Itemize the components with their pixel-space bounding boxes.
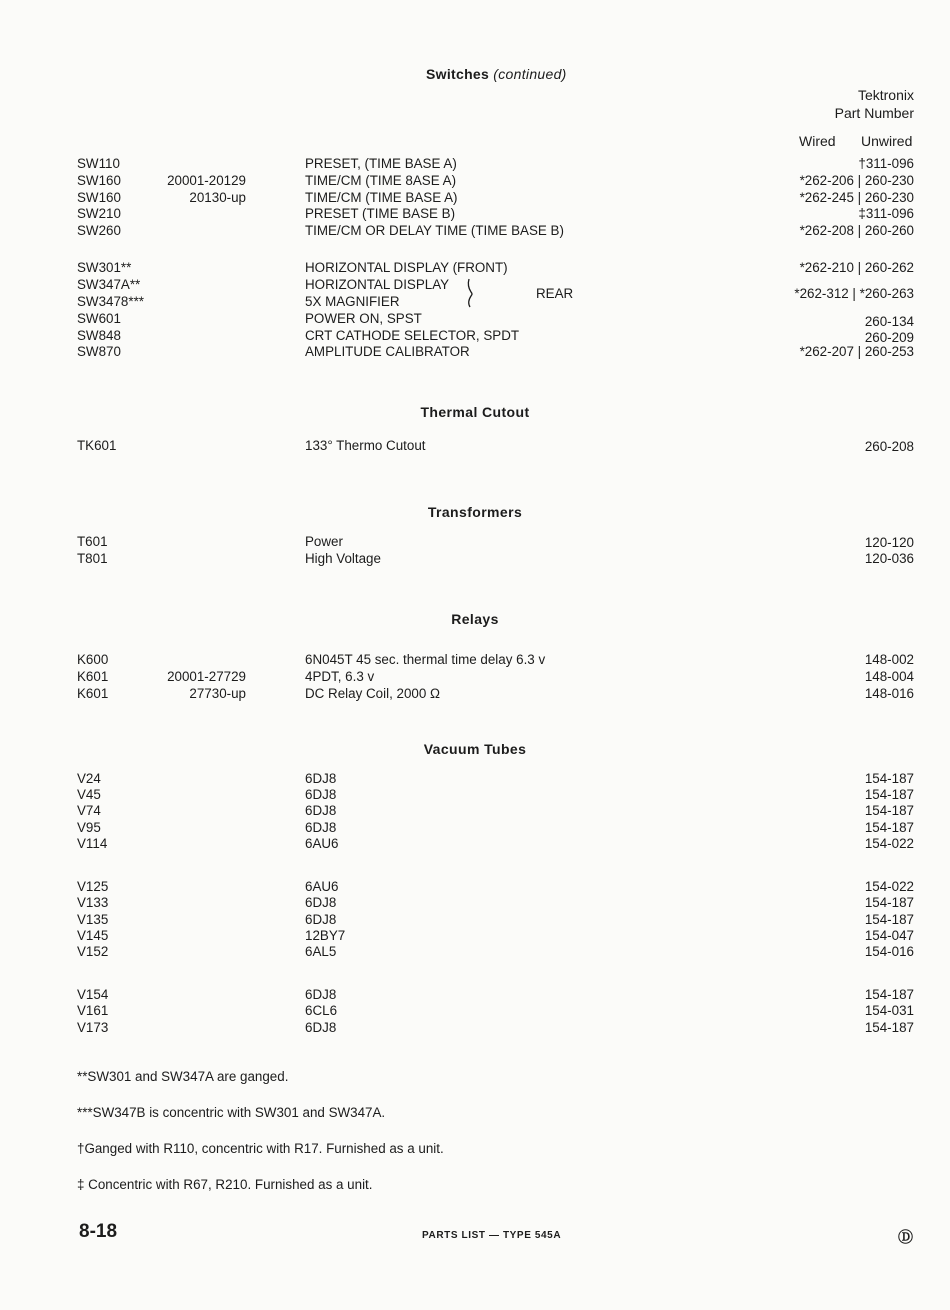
row-part-number: 154-187 xyxy=(864,771,914,786)
header-wired: Wired xyxy=(799,133,836,149)
row-ref: V125 xyxy=(77,879,109,894)
row-ref: V154 xyxy=(77,987,109,1002)
part-number-header xyxy=(835,86,914,122)
title-main: Switches xyxy=(426,66,490,82)
footnote: ***SW347B is concentric with SW301 and SW347A. xyxy=(77,1105,386,1120)
section-title-transformers: Transformers xyxy=(427,504,523,520)
row-part-number: *262-207 | 260-253 xyxy=(799,344,914,359)
row-description: PRESET, (TIME BASE A) xyxy=(305,156,457,171)
row-part-number: 148-016 xyxy=(864,686,914,701)
row-part-number: 154-016 xyxy=(864,944,914,959)
table-row xyxy=(0,1020,950,1037)
row-description: 133° Thermo Cutout xyxy=(305,438,426,453)
row-description: DC Relay Coil, 2000 Ω xyxy=(305,686,441,701)
table-row xyxy=(0,944,950,961)
row-ref: SW870 xyxy=(77,344,121,359)
row-ref: K600 xyxy=(77,652,109,667)
row-description: 6DJ8 xyxy=(305,771,337,786)
row-description: Power xyxy=(305,534,343,549)
row-part-number: 154-187 xyxy=(864,820,914,835)
row-serial: 20001-27729 xyxy=(167,669,246,684)
row-ref: TK601 xyxy=(77,438,117,453)
row-ref: SW160 xyxy=(77,190,121,205)
revision-mark-icon: Ⓓ xyxy=(898,1229,914,1246)
row-ref: SW848 xyxy=(77,328,121,343)
row-part-number: 120-120 xyxy=(864,535,914,550)
section-title-thermal: Thermal Cutout xyxy=(420,404,530,420)
row-description: POWER ON, SPST xyxy=(305,311,422,326)
row-description: 6AU6 xyxy=(305,879,339,894)
row-ref: SW3478*** xyxy=(77,294,144,309)
table-row xyxy=(0,771,950,788)
table-row xyxy=(0,173,950,190)
table-row xyxy=(0,895,950,912)
table-row xyxy=(0,156,950,173)
row-ref: V45 xyxy=(77,787,101,802)
row-ref: V152 xyxy=(77,944,109,959)
table-row xyxy=(0,928,950,945)
row-ref: SW110 xyxy=(77,156,120,171)
row-description: 6DJ8 xyxy=(305,895,337,910)
row-part-number: †311-096 xyxy=(858,156,914,171)
row-part-number: 154-047 xyxy=(864,928,914,943)
row-description: 6CL6 xyxy=(305,1003,338,1018)
table-row xyxy=(0,311,950,328)
row-ref: V133 xyxy=(77,895,109,910)
row-ref: V161 xyxy=(77,1003,109,1018)
row-description: 6AU6 xyxy=(305,836,339,851)
row-description: High Voltage xyxy=(305,551,381,566)
table-row xyxy=(0,1003,950,1020)
table-row xyxy=(0,912,950,929)
row-description: 6DJ8 xyxy=(305,987,337,1002)
row-ref: SW601 xyxy=(77,311,121,326)
row-serial: 20001-20129 xyxy=(167,173,246,188)
row-part-number: 154-187 xyxy=(864,895,914,910)
row-ref: K601 xyxy=(77,669,109,684)
row-ref: SW347A** xyxy=(77,277,141,292)
row-ref: SW210 xyxy=(77,206,121,221)
row-description: 6N045T 45 sec. thermal time delay 6.3 v xyxy=(305,652,546,667)
row-part-number: 154-187 xyxy=(864,912,914,927)
footnote: **SW301 and SW347A are ganged. xyxy=(77,1069,289,1084)
row-description: 6DJ8 xyxy=(305,820,337,835)
page-number: 8-18 xyxy=(79,1221,118,1242)
table-row xyxy=(0,344,950,361)
header-unwired: Unwired xyxy=(861,133,913,149)
footnote: ‡ Concentric with R67, R210. Furnished as a unit. xyxy=(77,1177,373,1192)
row-part-number: 260-134 xyxy=(864,314,914,329)
row-description: 4PDT, 6.3 v xyxy=(305,669,375,684)
row-ref: SW160 xyxy=(77,173,121,188)
row-part-number: 120-036 xyxy=(864,551,914,566)
row-part-number: *262-206 | 260-230 xyxy=(799,173,914,188)
row-description: 6DJ8 xyxy=(305,803,337,818)
row-description: 6AL5 xyxy=(305,944,337,959)
row-ref: V114 xyxy=(77,836,108,851)
section-title-relays: Relays xyxy=(451,611,499,627)
row-part-number: 260-209 xyxy=(864,330,914,345)
row-ref: V74 xyxy=(77,803,101,818)
row-description: CRT CATHODE SELECTOR, SPDT xyxy=(305,328,520,343)
table-row xyxy=(0,686,950,703)
table-row xyxy=(0,836,950,853)
row-part-number: 154-031 xyxy=(864,1003,914,1018)
table-row xyxy=(0,438,950,455)
row-part-number: 154-187 xyxy=(864,987,914,1002)
row-description: TIME/CM (TIME BASE A) xyxy=(305,190,458,205)
row-ref: T801 xyxy=(77,551,108,566)
row-description: PRESET (TIME BASE B) xyxy=(305,206,456,221)
row-description: 5X MAGNIFIER xyxy=(305,294,400,309)
row-description: 6DJ8 xyxy=(305,912,337,927)
row-part-number: ‡311-096 xyxy=(858,206,914,221)
row-part-number: 260-208 xyxy=(864,439,914,454)
header-part-number: Part Number xyxy=(834,105,914,121)
header-tektronix: Tektronix xyxy=(857,87,914,103)
table-row xyxy=(0,206,950,223)
footer-title: PARTS LIST — TYPE 545A xyxy=(422,1230,562,1241)
row-ref: K601 xyxy=(77,686,109,701)
row-ref: SW260 xyxy=(77,223,121,238)
brace-icon xyxy=(465,278,479,308)
table-row xyxy=(0,534,950,551)
row-part-number: 154-187 xyxy=(864,803,914,818)
table-row xyxy=(0,803,950,820)
row-part-number: 154-022 xyxy=(864,879,914,894)
row-part-number: *262-208 | 260-260 xyxy=(799,223,914,238)
row-serial: 27730-up xyxy=(189,686,246,701)
table-row xyxy=(0,820,950,837)
table-row xyxy=(0,987,950,1004)
row-part-number: 154-187 xyxy=(864,787,914,802)
row-ref: SW301** xyxy=(77,260,132,275)
table-row xyxy=(0,879,950,896)
title-continued: (continued) xyxy=(493,66,567,82)
row-serial: 20130-up xyxy=(189,190,246,205)
row-ref: V135 xyxy=(77,912,109,927)
row-description: 6DJ8 xyxy=(305,1020,337,1035)
table-row xyxy=(0,328,950,345)
row-description: HORIZONTAL DISPLAY (FRONT) xyxy=(305,260,508,275)
row-part-number: *262-245 | 260-230 xyxy=(799,190,914,205)
row-part-number: *262-312 | *260-263 xyxy=(794,286,914,301)
table-row xyxy=(0,190,950,207)
table-row xyxy=(0,223,950,240)
table-row xyxy=(0,652,950,669)
table-row xyxy=(0,551,950,568)
row-description: 12BY7 xyxy=(305,928,346,943)
rear-label: REAR xyxy=(536,286,574,301)
row-ref: V24 xyxy=(77,771,101,786)
footnote: †Ganged with R110, concentric with R17. Furnished as a unit. xyxy=(77,1141,444,1156)
table-row xyxy=(0,669,950,686)
page-title xyxy=(426,66,567,82)
row-ref: T601 xyxy=(77,534,108,549)
row-part-number: 148-002 xyxy=(864,652,914,667)
row-part-number: 154-187 xyxy=(864,1020,914,1035)
row-ref: V173 xyxy=(77,1020,109,1035)
row-description: 6DJ8 xyxy=(305,787,337,802)
row-ref: V145 xyxy=(77,928,109,943)
row-part-number: 154-022 xyxy=(864,836,914,851)
row-description: HORIZONTAL DISPLAY xyxy=(305,277,450,292)
row-description: AMPLITUDE CALIBRATOR xyxy=(305,344,470,359)
row-part-number: *262-210 | 260-262 xyxy=(799,260,914,275)
section-title-tubes: Vacuum Tubes xyxy=(423,741,527,757)
row-ref: V95 xyxy=(77,820,101,835)
table-row xyxy=(0,260,950,277)
row-description: TIME/CM (TIME 8ASE A) xyxy=(305,173,457,188)
table-row xyxy=(0,787,950,804)
brace-mark xyxy=(465,278,479,310)
row-part-number: 148-004 xyxy=(864,669,914,684)
row-description: TIME/CM OR DELAY TIME (TIME BASE B) xyxy=(305,223,564,238)
